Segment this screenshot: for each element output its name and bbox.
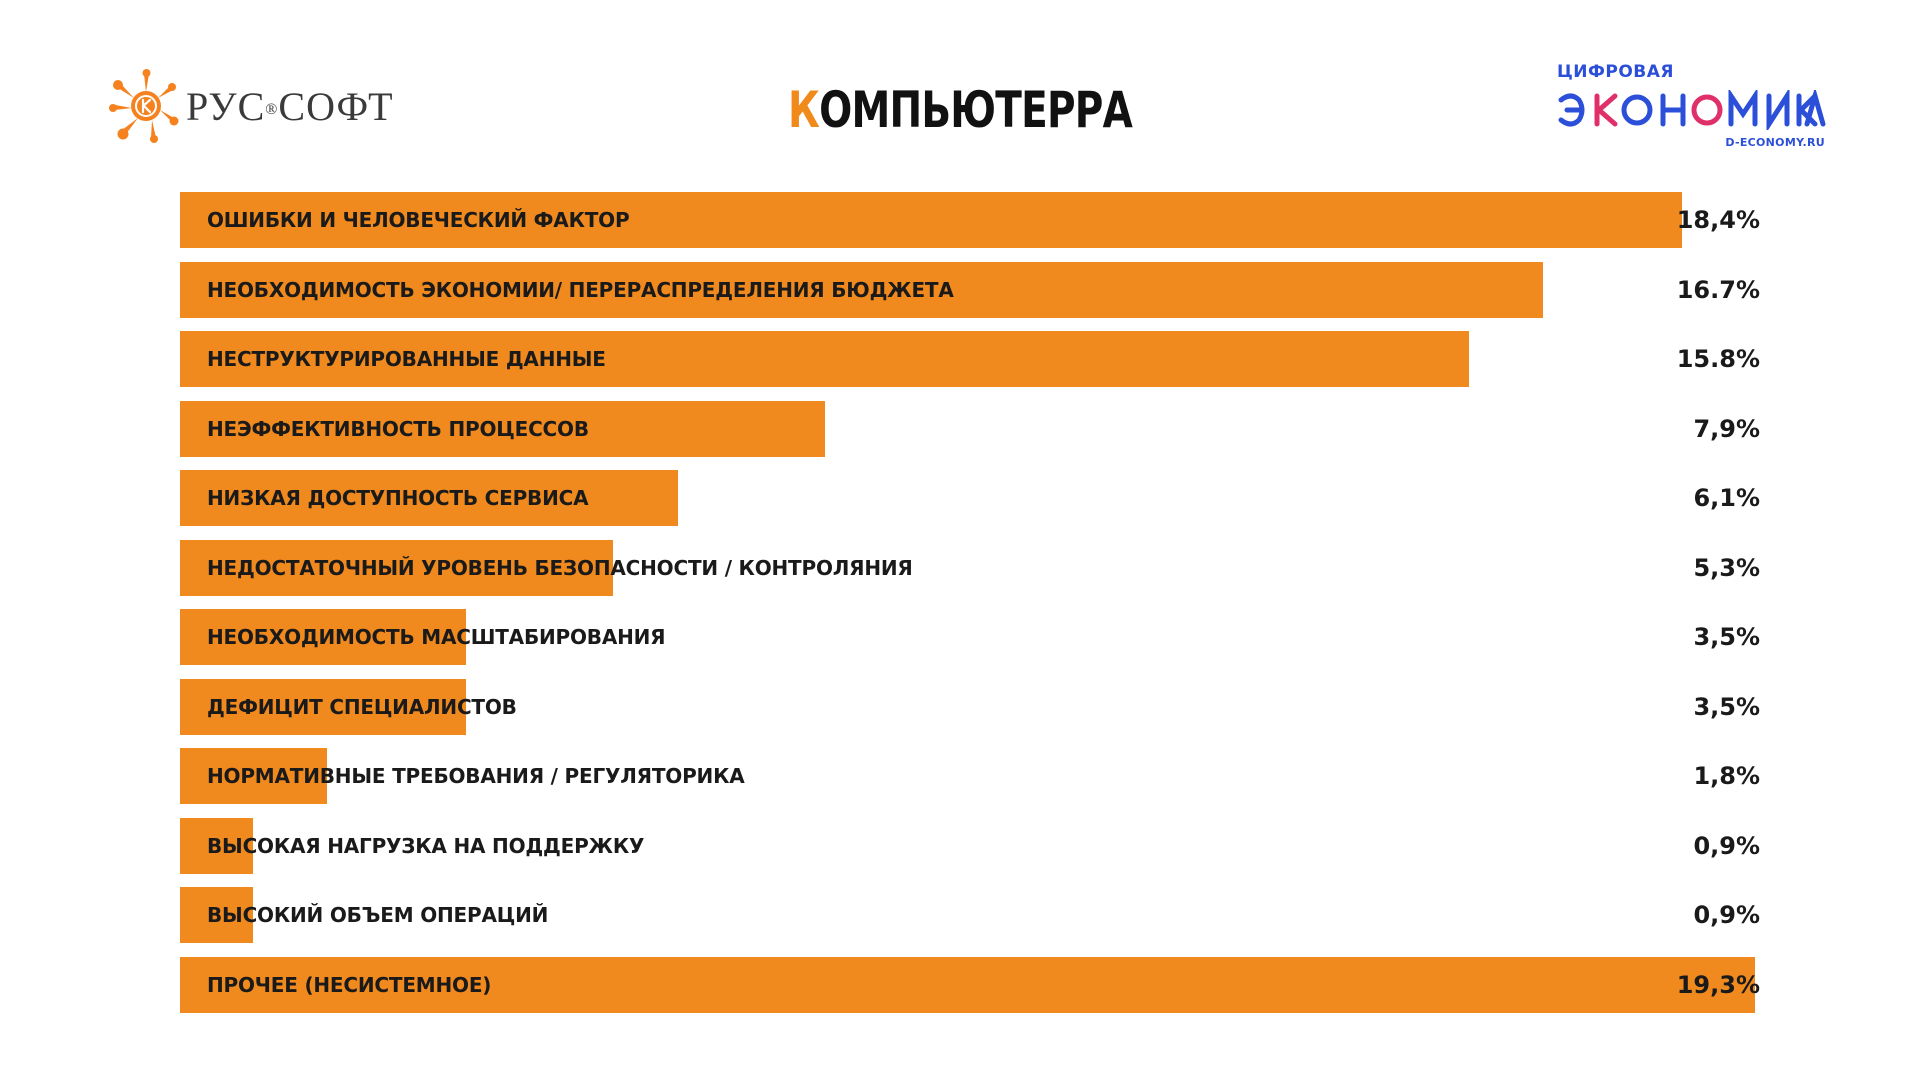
category-label: ВЫСОКИЙ ОБЪЕМ ОПЕРАЦИЙ [207,903,549,927]
category-label: НИЗКАЯ ДОСТУПНОСТЬ СЕРВИСА [207,486,589,510]
category-label: ВЫСОКАЯ НАГРУЗКА НА ПОДДЕРЖКУ [207,833,645,858]
value-label: 3,5% [1693,692,1760,721]
bar-row [180,540,1760,596]
bar-row [180,748,1760,804]
value-label: 0,9% [1693,901,1760,929]
value-label: 5,3% [1693,553,1760,582]
category-label: ОШИБКИ И ЧЕЛОВЕЧЕСКИЙ ФАКТОР [207,208,630,232]
value-label: 19,3% [1676,970,1760,999]
russoft-wordmark: РУС®СОФТ [186,83,394,129]
value-label: 16.7% [1676,275,1760,304]
category-label: НЕДОСТАТОЧНЫЙ УРОВЕНЬ БЕЗОПАСНОСТИ / КОНТРОЛЯНИЯ [207,555,913,580]
bar-row [180,609,1760,665]
category-label: НЕОБХОДИМОСТЬ МАСШТАБИРОВАНИЯ [207,625,666,649]
bar-row [180,192,1760,248]
computerra-wordmark: ОМПЬЮТЕРРА [819,81,1133,139]
bar-row [180,957,1760,1013]
category-label: ПРОЧЕЕ (НЕСИСТЕМНОЕ) [207,972,492,997]
category-label: НЕСТРУКТУРИРОВАННЫЕ ДАННЫЕ [207,347,606,371]
bar-row [180,679,1760,735]
russoft-splash-icon [108,68,180,144]
value-label: 0,9% [1693,831,1760,860]
bar-row [180,401,1760,457]
category-label: НЕЭФФЕКТИВНОСТЬ ПРОЦЕССОВ [207,416,589,441]
bar-row [180,470,1760,526]
category-label: НОРМАТИВНЫЕ ТРЕБОВАНИЯ / РЕГУЛЯТОРИКА [207,764,745,788]
value-label: 7,9% [1693,414,1760,443]
value-label: 18,4% [1676,206,1760,234]
value-label: 15.8% [1676,345,1760,373]
value-label: 6,1% [1693,484,1760,512]
digital-economy-top-text: ЦИФРОВАЯ [1557,62,1674,82]
value-label: 1,8% [1693,762,1760,790]
digital-economy-logo [1557,62,1827,152]
bar-row [180,818,1760,874]
digital-economy-wordmark [1557,90,1827,130]
digital-economy-url: D-ECONOMY.RU [1725,136,1825,149]
bar-row [180,887,1760,943]
horizontal-bar-chart [180,192,1760,1022]
bar-row [180,331,1760,387]
bar-row [180,262,1760,318]
category-label: ДЕФИЦИТ СПЕЦИАЛИСТОВ [207,694,517,719]
computerra-first-letter: К [787,81,820,139]
computerra-logo [211,80,1709,140]
value-label: 3,5% [1693,623,1760,651]
category-label: НЕОБХОДИМОСТЬ ЭКОНОМИИ/ ПЕРЕРАСПРЕДЕЛЕНИЯ БЮДЖЕТА [207,277,954,302]
